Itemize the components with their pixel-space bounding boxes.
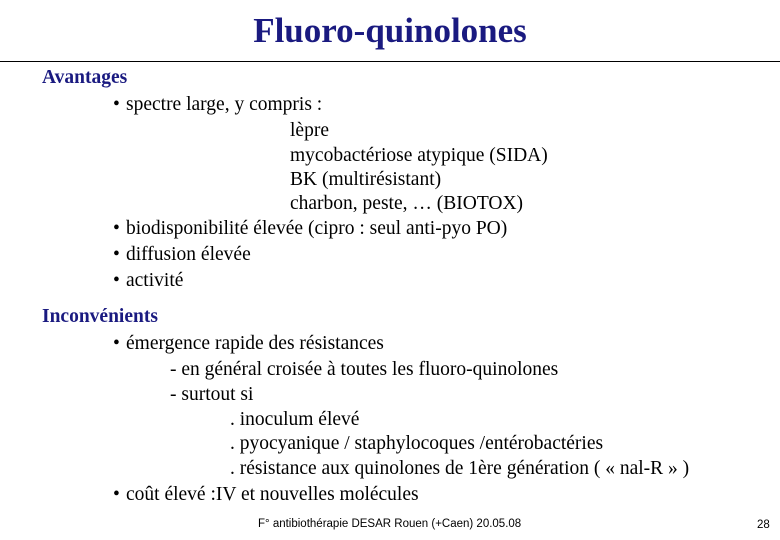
inconvenients-bullet-2 xyxy=(113,483,419,507)
resistance-factor: . résistance aux quinolones de 1ère génération ( « nal-R » ) xyxy=(230,458,690,479)
bullet-text: diffusion élevée xyxy=(126,244,251,265)
page-number: 28 xyxy=(757,519,770,531)
avantages-bullet-2 xyxy=(113,217,507,241)
bullet-text: biodisponibilité élevée (cipro : seul anti-pyo PO) xyxy=(126,218,508,239)
avantages-bullet-4 xyxy=(113,269,183,293)
bullet-icon: • xyxy=(113,270,120,291)
inconvenients-bullet-1 xyxy=(113,332,384,356)
resistance-factor: . inoculum élevé xyxy=(230,409,360,430)
spectrum-sub-item: lèpre xyxy=(290,120,329,141)
spectrum-sub-item: charbon, peste, … (BIOTOX) xyxy=(290,193,524,214)
bullet-text: coût élevé :IV et nouvelles molécules xyxy=(126,484,419,505)
resistance-dash-item: - en général croisée à toutes les fluoro-quinolones xyxy=(170,359,559,380)
bullet-icon: • xyxy=(113,484,120,505)
spectrum-sub-item: BK (multirésistant) xyxy=(290,169,442,190)
bullet-text: spectre large, y compris : xyxy=(126,94,323,115)
bullet-text: émergence rapide des résistances xyxy=(126,333,384,354)
slide-title: Fluoro-quinolones xyxy=(253,11,527,50)
bullet-icon: • xyxy=(113,94,120,115)
bullet-icon: • xyxy=(113,333,120,354)
footer-text: F° antibiothérapie DESAR Rouen (+Caen) 20.05.08 xyxy=(258,518,522,530)
bullet-icon: • xyxy=(113,244,120,265)
title-divider xyxy=(0,61,780,62)
bullet-text: activité xyxy=(126,270,184,291)
avantages-heading: Avantages xyxy=(42,67,128,88)
avantages-bullet-1 xyxy=(113,93,322,117)
spectrum-sub-item: mycobactériose atypique (SIDA) xyxy=(290,145,548,166)
avantages-bullet-3 xyxy=(113,243,251,267)
bullet-icon: • xyxy=(113,218,120,239)
resistance-factor: . pyocyanique / staphylocoques /entérobactéries xyxy=(230,433,604,454)
resistance-dash-item: - surtout si xyxy=(170,384,254,405)
inconvenients-heading: Inconvénients xyxy=(42,306,158,327)
